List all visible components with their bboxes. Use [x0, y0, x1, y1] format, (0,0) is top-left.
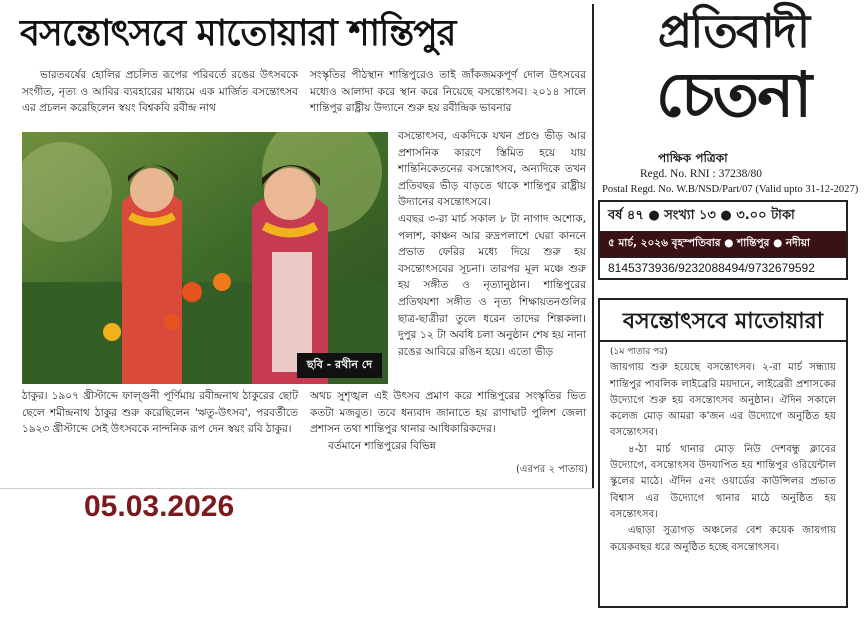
sidebar-paragraph: এছাড়া সুত্রাগড় অঞ্চলের বেশ কয়েক জায়গায় কয়েকবছর ধরে অনুষ্ঠিত হচ্ছে বসন্তোৎসব।: [610, 525, 836, 553]
sidebar-headline: বসন্তোৎসবে মাতোয়ারা: [622, 308, 824, 334]
continued-note: (এরপর ২ পাতায়): [516, 464, 589, 475]
sidebar-divider: [600, 340, 846, 342]
article-text: এবছর ৩-রা মার্চ সকাল ৮ টা নাগাদ অশোক, পলাশ, কাঞ্চন আর রুদ্রপলাশে ঘেরা কাননে প্রভাত ফেরির মধ্যে দিয়ে শুরু হয় বসন্তোৎসবের সূচনা। তারপর মূল মঞ্চে শুরু হয় সঙ্গীত ও নৃত্যানুষ্ঠান। শান্তিপুরের প্রতিথযশা সঙ্গীত ও নৃত্য শিক্ষায়তনগুলির ছাত্র-ছাত্রীরা তুলে ধরেন তাদের শিল্পকলা। দুপুর ১২ টা অবধি চলা অনুষ্ঠান শেষ হয় নানা রঙের আবিরে রঙিন হয়ে। এতো ভীড়: [398, 212, 586, 358]
date-stamp: 05.03.2026: [84, 490, 235, 523]
article-column-bottom-left: [22, 388, 298, 438]
sidebar-paragraph: জায়গায় শুরু হয়েছে বসন্তোৎসব। ২-রা মার্চ সন্ধ্যায় শান্তিপুর পাবলিক লাইব্রেরি ময়দানে, লাইব্রেরী প্রশাসকের উদ্যোগে শুরু হয় বসন্তোৎসব অনুষ্ঠান। ঐদিন সকালে কলেজ মোড় আমরা ক'জন এর উদ্যোগে অনুষ্ঠিত হয় বসন্তোৎসব।: [610, 362, 836, 439]
photo-caption: ছবি - রথীন দে: [297, 353, 382, 378]
main-headline: বসন্তোৎসবে মাতোয়ারা শান্তিপুর: [20, 12, 456, 54]
sidebar-paragraph: ৪-ঠা মার্চ থানার মোড় নিউ দেশবন্ধু ক্লাবের উদ্যোগে, বসন্তোৎসব উদযাপিত হয় শান্তিপুর ওরিয়েন্টাল স্কুলের মাঠে। ঐদিন ৫নং ওয়ার্ডের কাউন্সিলর প্রভাত বিশ্বাস এর উদ্যোগে থানার মাঠে অনুষ্ঠিত হয় বসন্তোৎসব।: [610, 443, 836, 520]
holi-photo: [22, 132, 388, 384]
article-text: অথচ সুশৃঙ্খল এই উৎসব প্রমাণ করে শান্তিপুরের সংস্কৃতির ভিত কতটা মজবুত। তবে ধন্যবাদ জানাতে হয় রাণাঘাট পুলিশ জেলা প্রশাসন তথা শান্তিপুর থানার আধিকারিকদের।: [310, 390, 586, 436]
sidebar-body: [610, 344, 836, 556]
masthead-title-line2: চেতনা: [655, 58, 811, 131]
sidebar-article: [598, 298, 848, 608]
article-column-bottom-mid: [310, 388, 586, 454]
article-text: সংস্কৃতির পীঠস্থান শান্তিপুরেও তাই জাঁকজমকপূর্ণ দোল উৎসবের মধ্যেও আলাদা করে স্থান করে নিয়েছে বসন্তোৎসব। ২০১৪ সালে শান্তিপুর রাষ্ট্রীয় উদ্যানে শুরু হয় রবীন্দ্রিক ভাবনার: [310, 69, 586, 115]
issue-year-price: বর্ষ ৪৭ ● সংখ্যা ১৩ ● ৩.০০ টাকা: [600, 202, 846, 232]
issue-date-place: ৫ মার্চ, ২০২৬ বৃহস্পতিবার ● শান্তিপুর ● নদীয়া: [600, 232, 846, 257]
article-column-mid: [398, 128, 586, 360]
column-divider: [592, 4, 594, 488]
masthead-title-line1: প্রতিবাদী: [657, 4, 809, 58]
issue-info-box: [598, 200, 848, 280]
article-text: বসন্তোৎসব, একদিকে যখন প্রচণ্ড ভীড় আর প্রশাসনিক কারণে স্তিমিত হয়ে যায় শান্তিনিকেতনের বসন্তোৎসব, অন্যদিকে তখন প্রতিবছর ভীড় বাড়তে থাকে শান্তিপুর রাষ্ট্রীয় উদ্যানের বসন্তোৎসবে।: [398, 130, 586, 209]
article-column-mid-top: [310, 67, 586, 117]
article-text: বর্তমানে শান্তিপুরের বিভিন্ন: [328, 439, 436, 452]
sidebar-note: (১ম পাতার পর): [610, 347, 668, 357]
contact-phones: 8145373936/9232088494/9732679592: [600, 257, 846, 278]
masthead-logo: [608, 4, 858, 144]
article-text: ঠাকুর। ১৯০৭ খ্রীস্টাব্দে ফাল্গুনী পূর্ণিমায় রবীন্দ্রনাথ ঠাকুরের ছোট ছেলে শমীন্দ্রনাথ ঠাকুর শুরু করেছিলেন 'ঋতু-উৎসব', পরবর্তীতে ১৯২৩ খ্রীস্টাব্দে সেই উৎসবকে নান্দনিক রূপ দেন স্বয়ং রবি ঠাকুর।: [22, 390, 298, 436]
article-text: ভারতবর্ষের হোলির প্রচলিত রূপের পরিবর্তে রঙের উৎসবকে সংগীত, নৃত্য ও আবির ব্যবহারের মাধ্যমে এক মার্জিত বসন্তোৎসব এর প্রচলন করেছিলেন স্বয়ং বিশ্বকবি রবীন্দ্র নাথ: [22, 69, 298, 115]
article-column-left: [22, 67, 298, 117]
masthead-subtitle: পাক্ষিক পত্রিকা: [658, 151, 728, 165]
postal-regd: Postal Regd. No. W.B/NSD/Part/07 (Valid upto 31-12-2027): [602, 184, 859, 195]
page-edge-divider: [0, 488, 594, 489]
regd-number: Regd. No. RNI : 37238/80: [640, 168, 763, 180]
photo-illustration: [22, 132, 388, 384]
